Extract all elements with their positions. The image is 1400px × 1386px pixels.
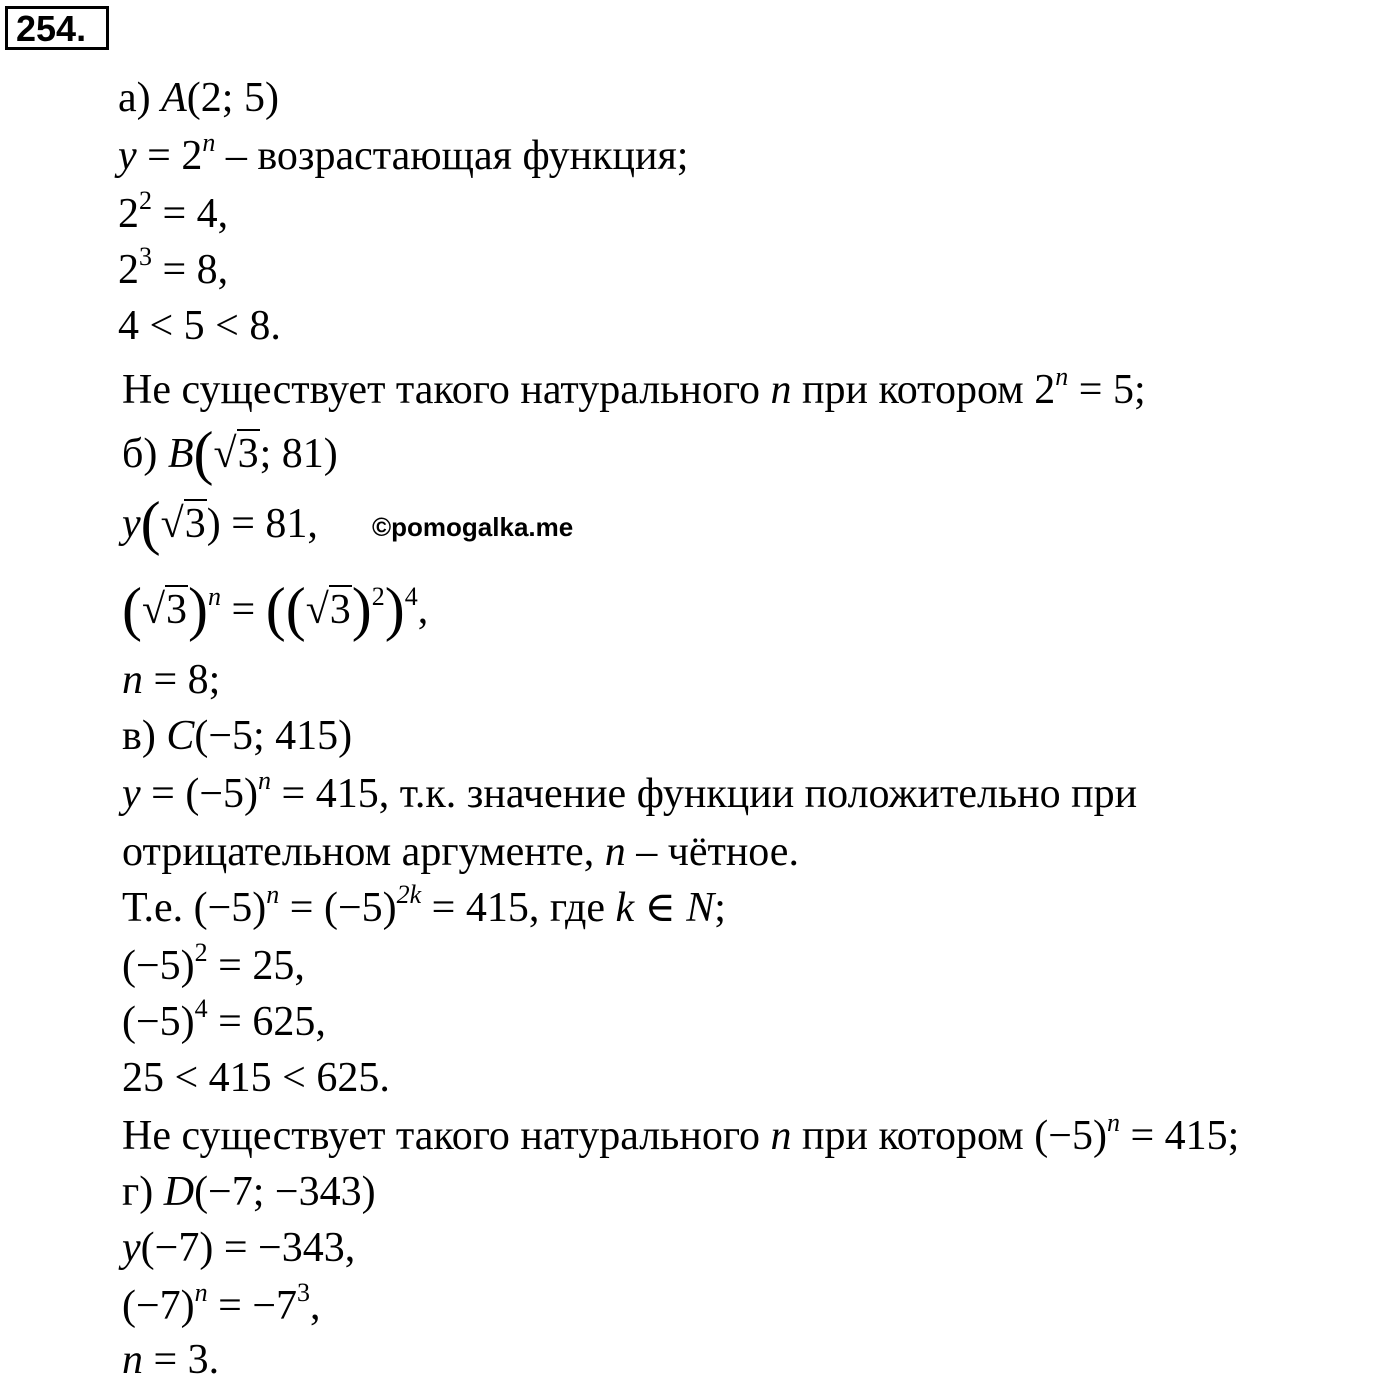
part-c-equation xyxy=(122,768,1137,820)
var-y: y xyxy=(122,771,141,817)
pow-rest: , xyxy=(310,1283,321,1329)
pow-exp: n xyxy=(194,1278,208,1307)
eq2-exp: 3 xyxy=(139,242,152,271)
part-c-header xyxy=(122,710,352,762)
sqrt-arg: 3 xyxy=(237,431,259,477)
outer-exp: 4 xyxy=(404,582,418,611)
point-d-args: (−7; −343) xyxy=(194,1169,376,1215)
answer-rest: = 8; xyxy=(143,657,221,703)
eq2-rest: = 8, xyxy=(152,247,229,293)
part-c-te xyxy=(122,882,726,934)
concl-n: n xyxy=(770,367,792,413)
var-y: y xyxy=(122,501,141,547)
part-b-header xyxy=(122,420,338,486)
part-b-y-value xyxy=(122,490,318,556)
inner-exp: 2 xyxy=(371,582,385,611)
var-n: n xyxy=(122,1337,143,1383)
point-c-args: (−5; 415) xyxy=(194,713,353,759)
te-base1: (−5) xyxy=(193,885,267,931)
pow-eq: = −7 xyxy=(207,1283,298,1329)
pow-exp2: 3 xyxy=(297,1278,311,1307)
part-b-answer xyxy=(122,654,220,706)
concl-n: n xyxy=(770,1113,792,1159)
paren-open: ( xyxy=(193,420,214,486)
part-d-answer xyxy=(122,1334,219,1386)
part-c-explanation xyxy=(122,826,799,878)
point-c: C xyxy=(166,713,195,759)
var-y: y xyxy=(118,133,137,179)
pow-base: (−7) xyxy=(122,1283,195,1329)
inner-paren-open: ( xyxy=(285,576,306,642)
func-eq: = 2 xyxy=(136,133,203,179)
part-b-label: б) xyxy=(122,431,158,477)
sqrt-3 xyxy=(161,498,207,550)
part-b-power xyxy=(122,576,429,642)
sqrt-arg: 3 xyxy=(166,587,188,633)
sqrt-sign: √ xyxy=(160,501,184,547)
inner-paren-close: ) xyxy=(351,576,372,642)
part-a-eq2 xyxy=(118,244,228,296)
part-d-power xyxy=(122,1280,321,1332)
problem-number: 254. xyxy=(5,6,109,50)
explanation-1: т.к. значение функции положительно при xyxy=(389,771,1138,817)
part-c-fourth xyxy=(122,996,326,1048)
part-a-function xyxy=(118,130,688,182)
part-a-label: а) xyxy=(118,75,151,121)
sq-base: (−5) xyxy=(122,943,195,989)
sqrt-sign: √ xyxy=(305,587,329,633)
eq1-base: 2 xyxy=(118,191,139,237)
te-where: где xyxy=(539,885,616,931)
y-value-rest: (−7) = −343, xyxy=(140,1225,356,1271)
te-exp2: 2k xyxy=(396,880,422,909)
sqrt-arg: 3 xyxy=(329,587,351,633)
sqrt-3 xyxy=(306,584,352,636)
outer-paren-open: ( xyxy=(265,576,286,642)
outer-paren-close: ) xyxy=(384,576,405,642)
explanation-2: отрицательном аргументе, xyxy=(122,829,605,875)
point-b-rest: ; 81) xyxy=(259,431,338,477)
comma: , xyxy=(417,587,429,633)
point-a: A xyxy=(161,75,187,121)
exp-n: n xyxy=(258,766,272,795)
part-c-conclusion xyxy=(122,1110,1239,1162)
point-a-args: (2; 5) xyxy=(186,75,279,121)
paren-open: ( xyxy=(122,576,142,642)
eq1-exp: 2 xyxy=(139,186,152,215)
part-d-y-value xyxy=(122,1222,355,1274)
sqrt-arg: 3 xyxy=(184,501,206,547)
equals: = xyxy=(221,587,266,633)
concl-base: (−5) xyxy=(1034,1113,1107,1159)
te-base2: = (−5) xyxy=(279,885,397,931)
sqrt-sign: √ xyxy=(141,587,166,633)
part-c-inequality: 25 < 415 < 625. xyxy=(122,1055,390,1101)
paren-close: ) xyxy=(188,576,209,642)
answer-rest: = 3. xyxy=(143,1337,220,1383)
point-d: D xyxy=(163,1169,195,1215)
te-value: = 415, xyxy=(421,885,540,931)
te-label: Т.е. xyxy=(122,885,194,931)
concl-rest: = 5; xyxy=(1068,367,1146,413)
part-a-header xyxy=(118,72,279,124)
qd-base: (−5) xyxy=(122,999,195,1045)
explanation-rest: – чётное. xyxy=(625,829,799,875)
concl-exp: n xyxy=(1055,362,1069,391)
point-b: B xyxy=(167,431,194,477)
part-d-header xyxy=(122,1166,376,1218)
eq-rest: = 415, xyxy=(271,771,390,817)
qd-rest: = 625, xyxy=(207,999,326,1045)
eq1-rest: = 4, xyxy=(152,191,229,237)
paren-open: ( xyxy=(140,490,161,556)
var-n: n xyxy=(122,657,143,703)
func-text: – возрастающая функция; xyxy=(215,133,689,179)
var-k: k xyxy=(615,885,635,931)
var-n: n xyxy=(604,829,626,875)
part-a-inequality: 4 < 5 < 8. xyxy=(118,303,281,349)
y-value-rest: ) = 81, xyxy=(206,501,318,547)
concl-text: Не существует такого натурального xyxy=(122,367,771,413)
concl-rest: = 415; xyxy=(1119,1113,1240,1159)
eq2-base: 2 xyxy=(118,247,139,293)
set-n: N xyxy=(686,885,715,931)
exp-n: n xyxy=(208,582,222,611)
te-exp1: n xyxy=(266,880,280,909)
part-a-eq1 xyxy=(118,188,228,240)
exp-n: n xyxy=(202,128,216,157)
sq-exp: 2 xyxy=(194,938,208,967)
var-y: y xyxy=(122,1225,141,1271)
sqrt-3 xyxy=(214,428,260,480)
qd-exp: 4 xyxy=(194,994,208,1023)
part-a-conclusion xyxy=(122,364,1146,416)
concl-text2: при котором 2 xyxy=(791,367,1056,413)
sq-rest: = 25, xyxy=(207,943,305,989)
te-end: ; xyxy=(714,885,726,931)
watermark: ©pomogalka.me xyxy=(372,512,574,542)
part-c-label: в) xyxy=(122,713,156,759)
sqrt-sign: √ xyxy=(213,431,237,477)
concl-exp: n xyxy=(1106,1108,1120,1137)
part-c-square xyxy=(122,940,305,992)
eq-text: = (−5) xyxy=(140,771,259,817)
concl-text2: при котором xyxy=(791,1113,1035,1159)
concl-text: Не существует такого натурального xyxy=(122,1113,771,1159)
part-d-label: г) xyxy=(122,1169,154,1215)
element-of: ∈ xyxy=(634,885,687,931)
sqrt-3 xyxy=(142,584,188,636)
